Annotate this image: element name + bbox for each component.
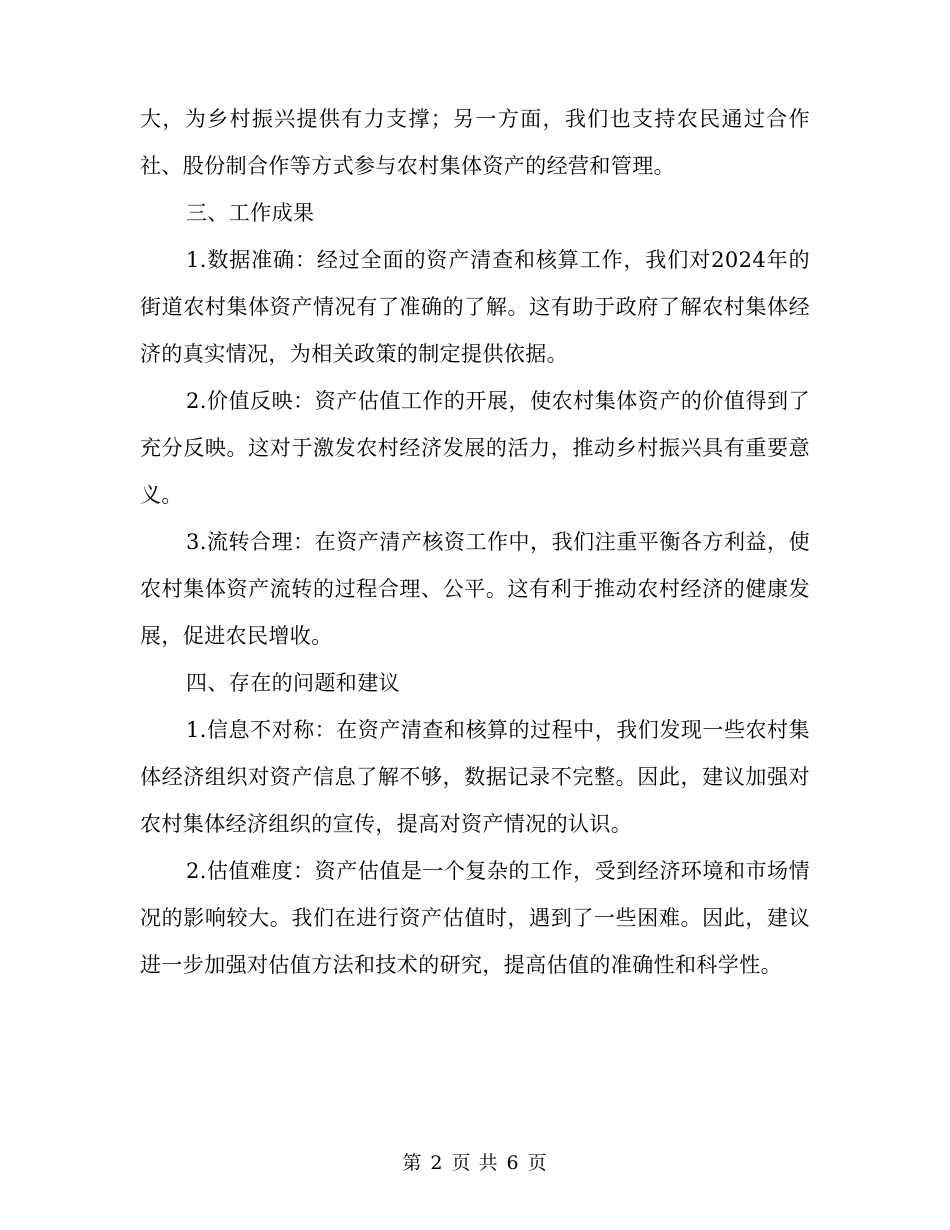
footer-prefix: 第 [402, 1152, 423, 1174]
footer-total-pages: 6 [506, 1152, 520, 1174]
paragraph-result-1: 1.数据准确：经过全面的资产清查和核算工作，我们对2024年的街道农村集体资产情况有了准确的了解。这有助于政府了解农村集体经济的真实情况，为相关政策的制定提供依据。 [140, 248, 810, 366]
footer-current-page: 2 [430, 1152, 444, 1174]
paragraph-1: 大，为乡村振兴提供有力支撑；另一方面，我们也支持农民通过合作社、股份制合作等方式参与农村集体资产的经营和管理。 [140, 107, 810, 178]
paragraph-issue-2: 2.估值难度：资产估值是一个复杂的工作，受到经济环境和市场情况的影响较大。我们在进行资产估值时，遇到了一些困难。因此，建议进一步加强对估值方法和技术的研究，提高估值的准确性和科学性。 [140, 859, 810, 977]
paragraph-result-2: 2.价值反映：资产估值工作的开展，使农村集体资产的价值得到了充分反映。这对于激发农村经济发展的活力，推动乡村振兴具有重要意义。 [140, 389, 810, 507]
paragraph-result-3: 3.流转合理：在资产清产核资工作中，我们注重平衡各方利益，使农村集体资产流转的过程合理、公平。这有利于推动农村经济的健康发展，促进农民增收。 [140, 530, 810, 648]
section-heading-4: 四、存在的问题和建议 [186, 671, 400, 695]
document-body [140, 96, 810, 989]
page-footer [0, 1148, 950, 1175]
section-heading-3: 三、工作成果 [186, 201, 315, 225]
footer-middle: 页 共 [451, 1152, 499, 1174]
footer-suffix: 页 [527, 1152, 548, 1174]
paragraph-issue-1: 1.信息不对称：在资产清查和核算的过程中，我们发现一些农村集体经济组织对资产信息了解不够，数据记录不完整。因此，建议加强对农村集体经济组织的宣传，提高对资产情况的认识。 [140, 718, 810, 836]
